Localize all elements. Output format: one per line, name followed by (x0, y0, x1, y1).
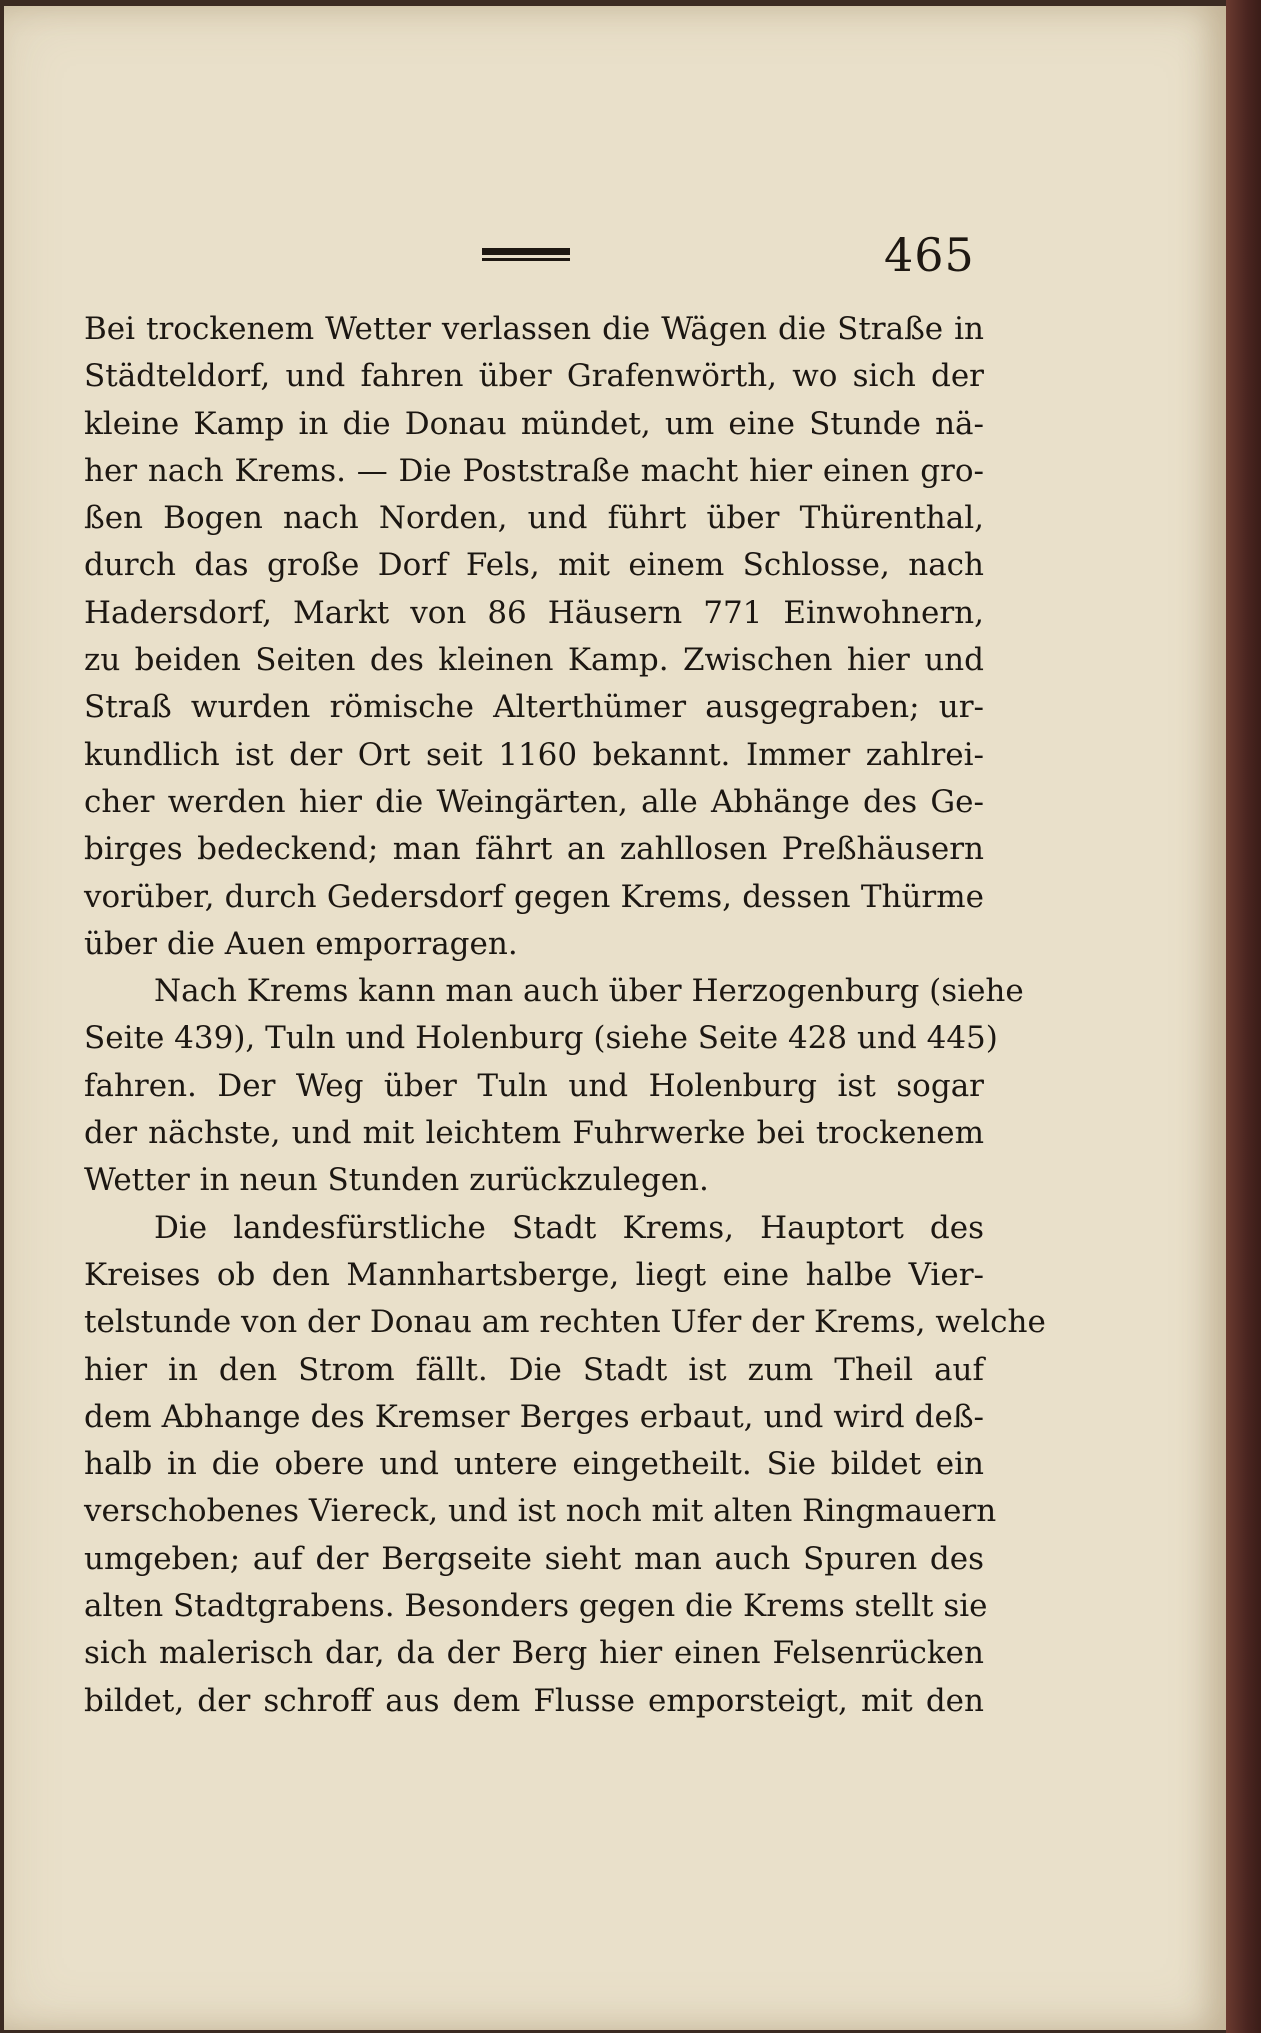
text-line: kleine Kamp in die Donau mündet, um eine Stunde nä- (84, 405, 984, 442)
text-line: Seite 439), Tuln und Holenburg (siehe Seite 428 und 445) (84, 1020, 998, 1057)
text-line: birges bedeckend; man fährt an zahllosen Preßhäusern (84, 831, 984, 868)
text-line: verschobenes Viereck, und ist noch mit alten Ringmauern (84, 1493, 997, 1530)
text-line: halb in die obere und untere eingetheilt. Sie bildet ein (84, 1446, 984, 1483)
text-line: bildet, der schroff aus dem Flusse emporsteigt, mit den (84, 1682, 984, 1719)
body-text (84, 306, 1046, 1725)
page-number: 465 (884, 228, 975, 282)
text-line: her nach Krems. — Die Poststraße macht hier einen gro- (84, 452, 984, 489)
text-line: Nach Krems kann man auch über Herzogenburg (siehe (154, 973, 1024, 1010)
text-line: kundlich ist der Ort seit 1160 bekannt. Immer zahlrei- (84, 736, 984, 773)
text-line: durch das große Dorf Fels, mit einem Schlosse, nach (84, 547, 984, 584)
header-ornament-rule (482, 248, 570, 263)
text-line: dem Abhange des Kremser Berges erbaut, und wird deß- (84, 1398, 984, 1435)
text-line: umgeben; auf der Bergseite sieht man auch Spuren des (84, 1540, 984, 1577)
text-line: zu beiden Seiten des kleinen Kamp. Zwischen hier und (84, 642, 984, 679)
text-line: über die Auen emporragen. (84, 925, 518, 962)
book-page (4, 6, 1226, 2030)
text-line: Straß wurden römische Alterthümer ausgegraben; ur- (84, 689, 984, 726)
text-line: Städteldorf, und fahren über Grafenwörth, wo sich der (84, 358, 984, 395)
text-line: telstunde von der Donau am rechten Ufer der Krems, welche (84, 1304, 1046, 1341)
text-line: Die landesfürstliche Stadt Krems, Hauptort des (154, 1209, 984, 1246)
text-line: Kreises ob den Mannhartsberge, liegt eine halbe Vier- (84, 1256, 984, 1293)
text-line: sich malerisch dar, da der Berg hier einen Felsenrücken (84, 1635, 984, 1672)
text-line: vorüber, durch Gedersdorf gegen Krems, dessen Thürme (84, 878, 984, 915)
text-line: alten Stadtgrabens. Besonders gegen die Krems stellt sie (84, 1588, 988, 1625)
text-line: hier in den Strom fällt. Die Stadt ist zum Theil auf (84, 1351, 984, 1388)
book-spine-edge (1226, 0, 1261, 2033)
text-line: fahren. Der Weg über Tuln und Holenburg ist sogar (84, 1067, 984, 1104)
text-line: ßen Bogen nach Norden, und führt über Thürenthal, (84, 500, 984, 537)
text-line: Wetter in neun Stunden zurückzulegen. (84, 1162, 709, 1199)
text-line: der nächste, und mit leichtem Fuhrwerke bei trockenem (84, 1115, 984, 1152)
text-line: Bei trockenem Wetter verlassen die Wägen die Straße in (84, 311, 984, 347)
text-line: Hadersdorf, Markt von 86 Häusern 771 Einwohnern, (84, 594, 984, 631)
text-line: cher werden hier die Weingärten, alle Abhänge des Ge- (84, 783, 984, 820)
